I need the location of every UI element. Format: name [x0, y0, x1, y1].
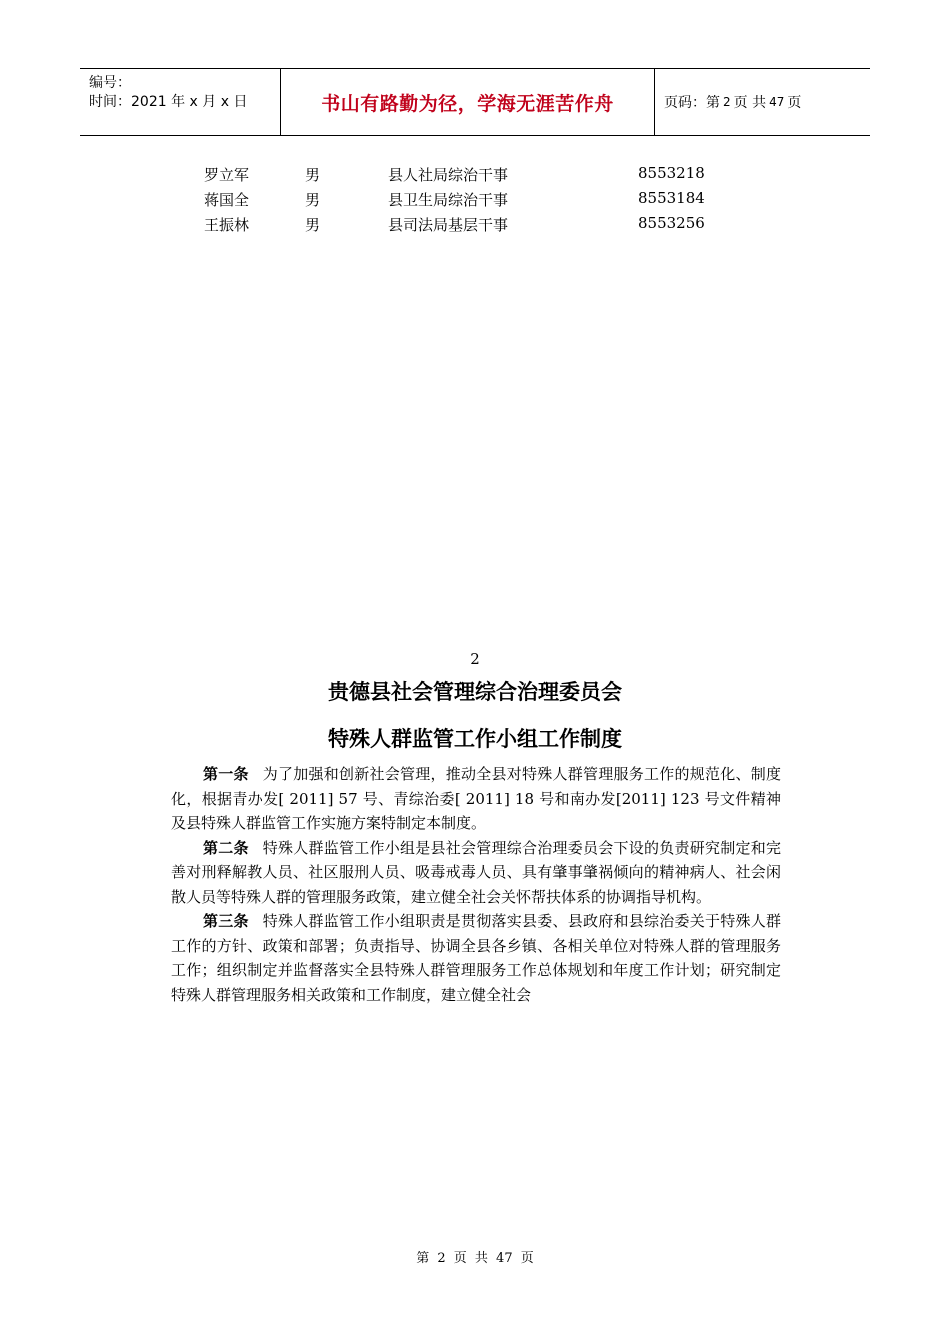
staff-dept: 县人社局综治干事: [388, 166, 509, 184]
article-paragraph: [171, 836, 781, 910]
number-label: 编号：: [89, 75, 131, 91]
time-label: 时间：2021 年 x 月 x 日: [89, 94, 248, 110]
document-body: [171, 762, 781, 1007]
article-label: 第三条: [203, 912, 249, 930]
article-text: 特殊人群监管工作小组职责是贯彻落实县委、县政府和县综治委关于特殊人群工作的方针、政策和部署；负责指导、协调全县各乡镇、各相关单位对特殊人群的管理服务工作；组织制定并监督落实全县特殊人群管理服务工作总体规划和年度工作计划；研究制定特殊人群管理服务相关政策和工作制度，建立健全社会: [171, 912, 781, 1004]
article-paragraph: [171, 762, 781, 836]
staff-sex: 男: [305, 166, 321, 184]
page-number-mid: 2: [470, 650, 480, 668]
staff-list: [0, 164, 950, 239]
document-title-line1: 贵德县社会管理综合治理委员会: [328, 680, 622, 704]
document-title-line2: 特殊人群监管工作小组工作制度: [328, 727, 622, 751]
staff-phone: 8553256: [638, 214, 705, 232]
page-suffix: 页: [787, 95, 802, 111]
staff-row: [0, 164, 950, 189]
page-mid: 页 共: [733, 95, 767, 111]
header-motto: 书山有路勤为径，学海无涯苦作舟: [281, 69, 655, 135]
page-total: 47: [769, 95, 785, 109]
article-text: 特殊人群监管工作小组是县社会管理综合治理委员会下设的负责研究制定和完善对刑释解教人员、社区服刑人员、吸毒戒毒人员、具有肇事肇祸倾向的精神病人、社会闲散人员等特殊人群的管理服务政策，建立健全社会关怀帮扶体系的协调指导机构。: [171, 838, 781, 906]
page-prefix: 页码：第: [664, 95, 720, 111]
header-meta-cell: [80, 69, 281, 135]
staff-dept: 县卫生局综治干事: [388, 191, 509, 209]
header-page-info: [664, 69, 801, 135]
page-current: 2: [723, 95, 731, 109]
article-text: 为了加强和创新社会管理，推动全县对特殊人群管理服务工作的规范化、制度化，根据青办发[ 2011] 57 号、青综治委[ 2011] 18 号和南办发[2011] 123 号文件精神及县特殊人群监管工作实施方案特制定本制度。: [171, 765, 781, 832]
staff-name: 蒋国全: [204, 191, 250, 209]
staff-phone: 8553218: [638, 164, 705, 182]
header-table: [80, 68, 870, 136]
staff-sex: 男: [305, 216, 321, 234]
article-label: 第二条: [203, 838, 249, 857]
staff-phone: 8553184: [638, 189, 705, 207]
staff-name: 罗立军: [204, 166, 250, 184]
staff-dept: 县司法局基层干事: [388, 216, 509, 234]
page-footer: 第 2 页 共 47 页: [416, 1251, 534, 1266]
article-label: 第一条: [203, 765, 249, 783]
article-paragraph: [171, 909, 781, 1007]
staff-name: 王振林: [204, 216, 250, 234]
staff-sex: 男: [305, 191, 321, 209]
staff-row: [0, 214, 950, 239]
staff-row: [0, 189, 950, 214]
